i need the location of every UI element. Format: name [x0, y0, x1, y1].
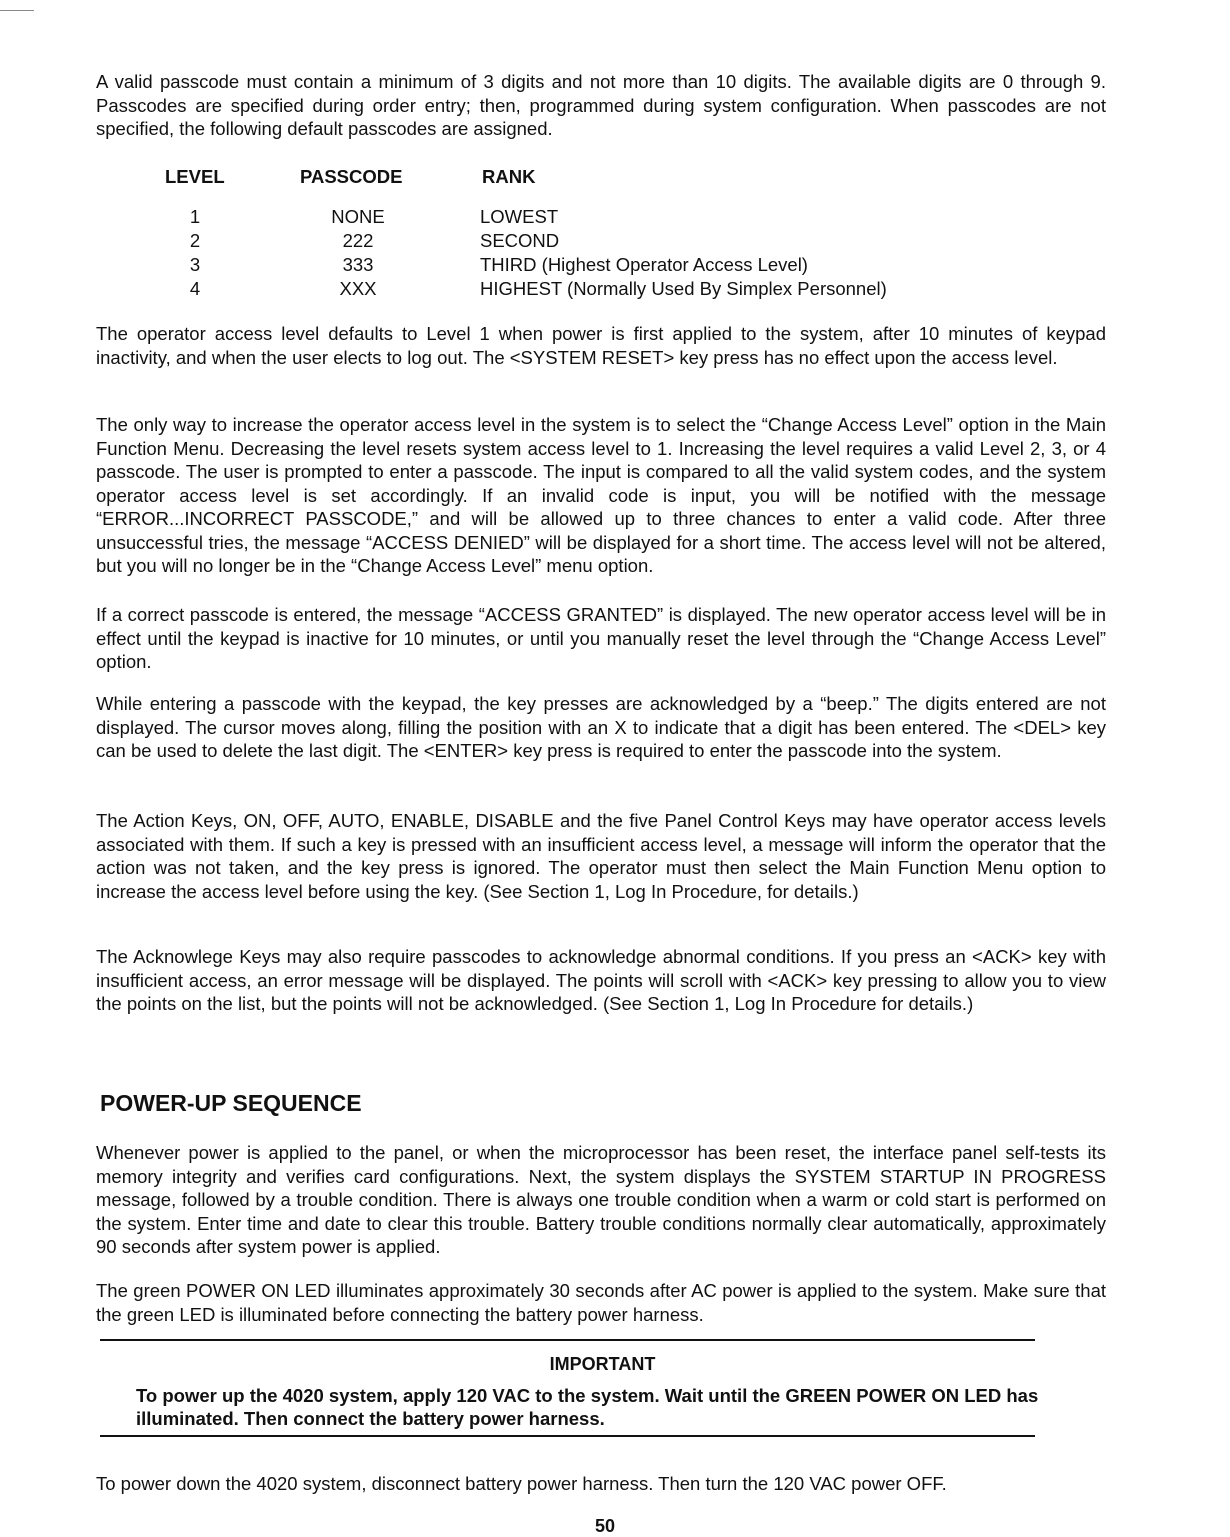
cell-level: 3 [189, 254, 201, 275]
section-paragraph: The green POWER ON LED illuminates approximately 30 seconds after AC power is applied to the system. Make sure that the green LED is illuminated before connecting the battery power harness. [96, 1280, 1106, 1325]
body-paragraph: The only way to increase the operator access level in the system is to select the “Change Access Level” option in the Main Function Menu. Decreasing the level resets system access level to 1. Increasing the level requires a valid Level 2, 3, or 4 passcode. The user is prompted to enter a passcode. The input is compared to all the valid system codes, and the system operator access level is set accordingly. If an invalid code is input, you will be notified with the message “ERROR...INCORRECT PASSCODE,” and will be allowed up to three chances to enter a valid code. After three unsuccessful tries, the message “ACCESS DENIED” will be displayed for a short time. The access level will not be altered, but you will no longer be in the “Change Access Level” menu option. [96, 414, 1106, 576]
table-row [160, 206, 1060, 230]
section-title: POWER-UP SEQUENCE [100, 1090, 362, 1116]
cell-rank: HIGHEST (Normally Used By Simplex Personnel) [480, 278, 887, 299]
cell-passcode: NONE [331, 206, 385, 227]
header-rank: RANK [482, 166, 536, 187]
table-header [160, 166, 1060, 206]
table-row [160, 278, 1060, 302]
section-paragraph: Whenever power is applied to the panel, or when the microprocessor has been reset, the interface panel self-tests its memory integrity and verifies card configurations. Next, the system displays the SYSTEM STARTUP IN PROGRESS message, followed by a trouble condition. There is always one trouble condition when a warm or cold start is performed on the system. Enter time and date to clear this trouble. Battery trouble conditions normally clear automatically, approximately 90 seconds after system power is applied. [96, 1142, 1106, 1257]
body-paragraph: The Acknowlege Keys may also require passcodes to acknowledge abnormal conditions. If you press an <ACK> key with insufficient access, an error message will be displayed. The points will scroll with <ACK> key pressing to allow you to view the points on the list, but the points will not be acknowledged. (See Section 1, Log In Procedure for details.) [96, 946, 1106, 1014]
body-paragraph: If a correct passcode is entered, the message “ACCESS GRANTED” is displayed. The new operator access level will be in effect until the keypad is inactive for 10 minutes, or until you manually reset the level through the “Change Access Level” option. [96, 604, 1106, 672]
table-row [160, 254, 1060, 278]
header-passcode: PASSCODE [300, 166, 403, 187]
cell-passcode: 222 [342, 230, 374, 251]
passcode-table [160, 166, 1060, 302]
cell-rank: SECOND [480, 230, 560, 251]
body-paragraph: While entering a passcode with the keypad, the key presses are acknowledged by a “beep.” The digits entered are not displayed. The cursor moves along, filling the position with an X to indicate that a digit has been entered. The <DEL> key can be used to delete the last digit. The <ENTER> key press is required to enter the passcode into the system. [96, 693, 1106, 761]
table-row [160, 230, 1060, 254]
header-level: LEVEL [165, 166, 225, 187]
cell-passcode: XXX [339, 278, 377, 299]
body-paragraph: The Action Keys, ON, OFF, AUTO, ENABLE, DISABLE and the five Panel Control Keys may have operator access levels associated with them. If such a key is pressed with an insufficient access level, a message will inform the operator that the action was not taken, and the key press is ignored. The operator must then select the Main Function Menu option to increase the access level before using the key. (See Section 1, Log In Procedure, for details.) [96, 810, 1106, 902]
cell-level: 4 [189, 278, 201, 299]
important-title: IMPORTANT [549, 1354, 656, 1374]
important-top-rule [100, 1339, 1035, 1341]
scan-mark [0, 10, 34, 11]
intro-paragraph: A valid passcode must contain a minimum of 3 digits and not more than 10 digits. The available digits are 0 through 9. Passcodes are specified during order entry; then, programmed during system configuration. When passcodes are not specified, the following default passcodes are assigned. [96, 71, 1106, 139]
body-paragraph: The operator access level defaults to Level 1 when power is first applied to the system, after 10 minutes of keypad inactivity, and when the user elects to log out. The <SYSTEM RESET> key press has no effect upon the access level. [96, 323, 1106, 368]
cell-level: 1 [189, 206, 201, 227]
cell-level: 2 [189, 230, 201, 251]
important-bottom-rule [100, 1435, 1035, 1437]
page-number: 50 [594, 1516, 616, 1536]
cell-passcode: 333 [342, 254, 374, 275]
closing-paragraph: To power down the 4020 system, disconnect battery power harness. Then turn the 120 VAC power OFF. [96, 1473, 947, 1494]
important-text: To power up the 4020 system, apply 120 VAC to the system. Wait until the GREEN POWER ON LED has illuminated. Then connect the battery power harness. [136, 1385, 1039, 1429]
cell-rank: THIRD (Highest Operator Access Level) [480, 254, 808, 275]
cell-rank: LOWEST [480, 206, 559, 227]
